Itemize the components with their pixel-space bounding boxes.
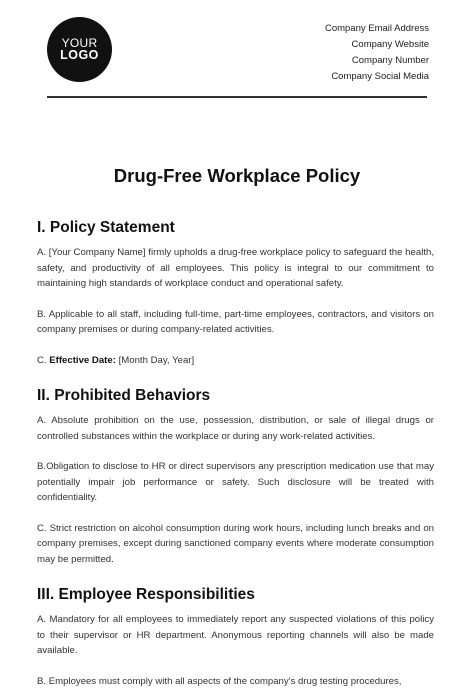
company-website: Company Website: [325, 37, 429, 53]
company-contact-block: [325, 21, 429, 85]
logo-line-2: LOGO: [60, 49, 99, 62]
company-email: Company Email Address: [325, 21, 429, 37]
effective-date-value: [Month Day, Year]: [116, 355, 194, 366]
section-heading-policy-statement: I. Policy Statement: [37, 218, 434, 238]
company-number: Company Number: [325, 53, 429, 69]
effective-date-label: Effective Date:: [49, 355, 116, 366]
paragraph: B. Applicable to all staff, including full-time, part-time employees, contractors, and visitors on company premises or during company-related activities.: [37, 307, 434, 338]
paragraph: A. [Your Company Name] firmly upholds a drug-free workplace policy to safeguard the health, safety, and productivity of all employees. This policy is integral to our commitment to maintaining high standards of workplace conduct and operational safety.: [37, 245, 434, 292]
effective-date-prefix: C.: [37, 355, 49, 366]
paragraph: A. Mandatory for all employees to immediately report any suspected violations of this policy to their supervisor or HR department. Anonymous reporting channels will also be made available.: [37, 612, 434, 659]
paragraph: B. Employees must comply with all aspects of the company's drug testing procedures,: [37, 674, 434, 689]
document-body: [37, 218, 434, 689]
section-heading-prohibited-behaviors: II. Prohibited Behaviors: [37, 386, 434, 406]
paragraph: A. Absolute prohibition on the use, possession, distribution, or sale of illegal drugs or controlled substances within the workplace or during any work-related activities.: [37, 413, 434, 444]
paragraph: B.Obligation to disclose to HR or direct supervisors any prescription medication use that may potentially impair job performance or safety. Such disclosure will be treated with confidentiality.: [37, 459, 434, 506]
header-divider: [47, 96, 427, 98]
company-social-media: Company Social Media: [325, 69, 429, 85]
document-title: Drug-Free Workplace Policy: [0, 165, 474, 187]
effective-date-line: [37, 353, 434, 369]
company-logo: [47, 17, 112, 82]
paragraph: C. Strict restriction on alcohol consumption during work hours, including lunch breaks and on company premises, except during sanctioned company events where moderate consumption may be permitted.: [37, 521, 434, 568]
section-heading-employee-responsibilities: III. Employee Responsibilities: [37, 585, 434, 605]
logo-line-1: YOUR: [62, 37, 98, 50]
